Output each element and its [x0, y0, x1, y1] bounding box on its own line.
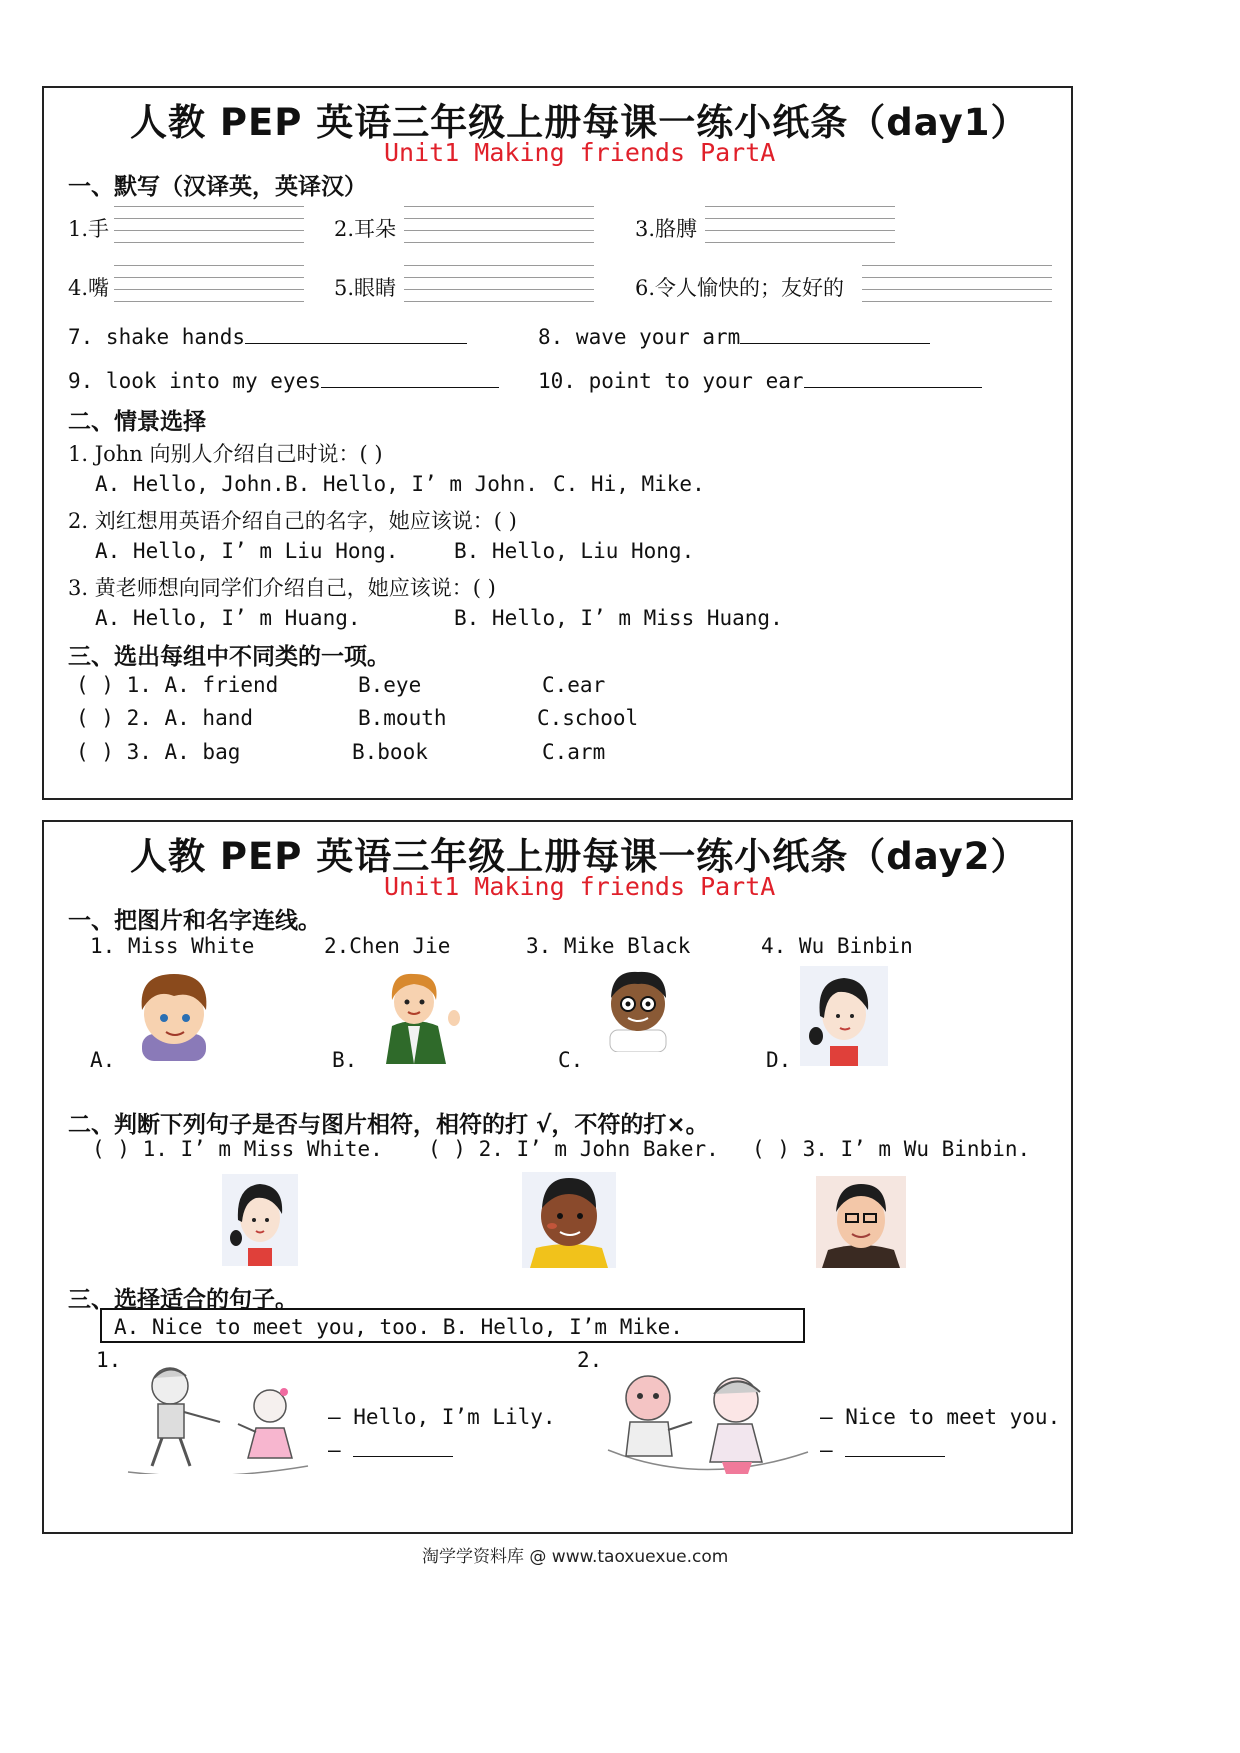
- phrase-item-8: 8. wave your arm: [538, 323, 930, 349]
- day2-section-1-heading: 一、把图片和名字连线。: [68, 908, 321, 934]
- q2-option-b[interactable]: B. Hello, Liu Hong.: [454, 539, 695, 563]
- judge-item-1: ( ) 1. I’ m Miss White.: [92, 1137, 383, 1161]
- question-1: 1. John 向别人介绍自己时说：( ): [68, 442, 383, 466]
- phrase-item-9: 9. look into my eyes: [68, 367, 499, 393]
- phrase-item-10: 10. point to your ear: [538, 367, 982, 393]
- day2-subtitle: Unit1 Making friends PartA: [384, 872, 776, 901]
- word-item-5: 5.眼睛: [334, 276, 397, 300]
- boy-curly-hair-image: [128, 966, 218, 1061]
- odd-one-row-3: ( ) 3. A. bag: [76, 740, 241, 764]
- judge-item-2: ( ) 2. I’ m John Baker.: [428, 1137, 719, 1161]
- dialogue-2-line-2: —: [820, 1436, 945, 1462]
- day1-section-3-heading: 三、选出每组中不同类的一项。: [68, 644, 390, 670]
- dialogue-2-boy-girl-image: [602, 1370, 812, 1476]
- word-item-6: 6.令人愉快的；友好的: [635, 276, 845, 300]
- odd-one-row-1-c: C.ear: [542, 673, 606, 697]
- day1-title: 人教 PEP 英语三年级上册每课一练小纸条（day1）: [130, 101, 1029, 144]
- boy-glasses-image: [600, 966, 676, 1052]
- odd-one-row-3-c: C.arm: [542, 740, 606, 764]
- picture-label-d: D.: [766, 1048, 792, 1072]
- word-item-4: 4.嘴: [68, 276, 110, 300]
- woman-green-jacket-image: [366, 966, 466, 1064]
- picture-label-c: C.: [558, 1048, 584, 1072]
- dialogue-2-line-1: — Nice to meet you.: [820, 1405, 1061, 1429]
- picture-label-a: A.: [90, 1048, 116, 1072]
- name-item-1: 1. Miss White: [90, 934, 255, 958]
- day2-section-3-heading: 三、选择适合的句子。: [68, 1287, 298, 1313]
- judge-boy-image: [522, 1172, 616, 1268]
- writing-lines-2[interactable]: [404, 204, 594, 248]
- judge-man-glasses-image: [816, 1176, 906, 1268]
- q1-option-b[interactable]: B. Hello, I’ m John.: [285, 472, 538, 496]
- writing-lines-1[interactable]: [114, 204, 304, 248]
- phrase-item-7: 7. shake hands: [68, 323, 467, 349]
- word-item-2: 2.耳朵: [334, 217, 397, 241]
- writing-lines-5[interactable]: [404, 263, 594, 307]
- day2-title: 人教 PEP 英语三年级上册每课一练小纸条（day2）: [130, 835, 1029, 878]
- footer-watermark: 淘学学资料库 @ www.taoxuexue.com: [422, 1547, 729, 1567]
- judge-girl-image: [222, 1174, 298, 1266]
- q3-option-a[interactable]: A. Hello, I’ m Huang.: [95, 606, 361, 630]
- odd-one-row-2-c: C.school: [537, 706, 639, 730]
- day1-section-1-heading: 一、默写（汉译英，英译汉）: [68, 174, 367, 200]
- dialogue-2-number: 2.: [577, 1348, 603, 1372]
- odd-one-row-2: ( ) 2. A. hand: [76, 706, 254, 730]
- question-3: 3. 黄老师想向同学们介绍自己，她应该说：( ): [68, 576, 496, 600]
- judge-item-3: ( ) 3. I’ m Wu Binbin.: [752, 1137, 1031, 1161]
- odd-one-row-3-b: B.book: [352, 740, 428, 764]
- q1-option-c[interactable]: C. Hi, Mike.: [553, 472, 705, 496]
- word-item-3: 3.胳膊: [635, 217, 698, 241]
- picture-label-b: B.: [332, 1048, 358, 1072]
- dialogue-1-number: 1.: [96, 1348, 122, 1372]
- name-item-2: 2.Chen Jie: [324, 934, 451, 958]
- question-2: 2. 刘红想用英语介绍自己的名字，她应该说：( ): [68, 509, 517, 533]
- sentence-choices: A. Nice to meet you, too. B. Hello, I’m Mike.: [114, 1315, 683, 1339]
- q2-option-a[interactable]: A. Hello, I’ m Liu Hong.: [95, 539, 399, 563]
- dialogue-1-line-1: — Hello, I’m Lily.: [328, 1405, 556, 1429]
- writing-lines-6[interactable]: [862, 263, 1052, 307]
- odd-one-row-1-b: B.eye: [358, 673, 422, 697]
- name-item-3: 3. Mike Black: [526, 934, 691, 958]
- odd-one-row-2-b: B.mouth: [358, 706, 447, 730]
- day1-subtitle: Unit1 Making friends PartA: [384, 138, 776, 167]
- dialogue-1-line-2: —: [328, 1436, 453, 1462]
- name-item-4: 4. Wu Binbin: [761, 934, 913, 958]
- day2-section-2-heading: 二、判断下列句子是否与图片相符，相符的打 √，不符的打×。: [68, 1112, 709, 1138]
- dialogue-1-boy-girl-image: [124, 1362, 312, 1474]
- word-item-1: 1.手: [68, 217, 110, 241]
- writing-lines-3[interactable]: [705, 204, 895, 248]
- writing-lines-4[interactable]: [114, 263, 304, 307]
- girl-ponytail-image: [800, 966, 888, 1066]
- odd-one-row-1: ( ) 1. A. friend: [76, 673, 279, 697]
- q3-option-b[interactable]: B. Hello, I’ m Miss Huang.: [454, 606, 783, 630]
- day1-section-2-heading: 二、情景选择: [68, 409, 206, 435]
- q1-option-a[interactable]: A. Hello, John.: [95, 472, 285, 496]
